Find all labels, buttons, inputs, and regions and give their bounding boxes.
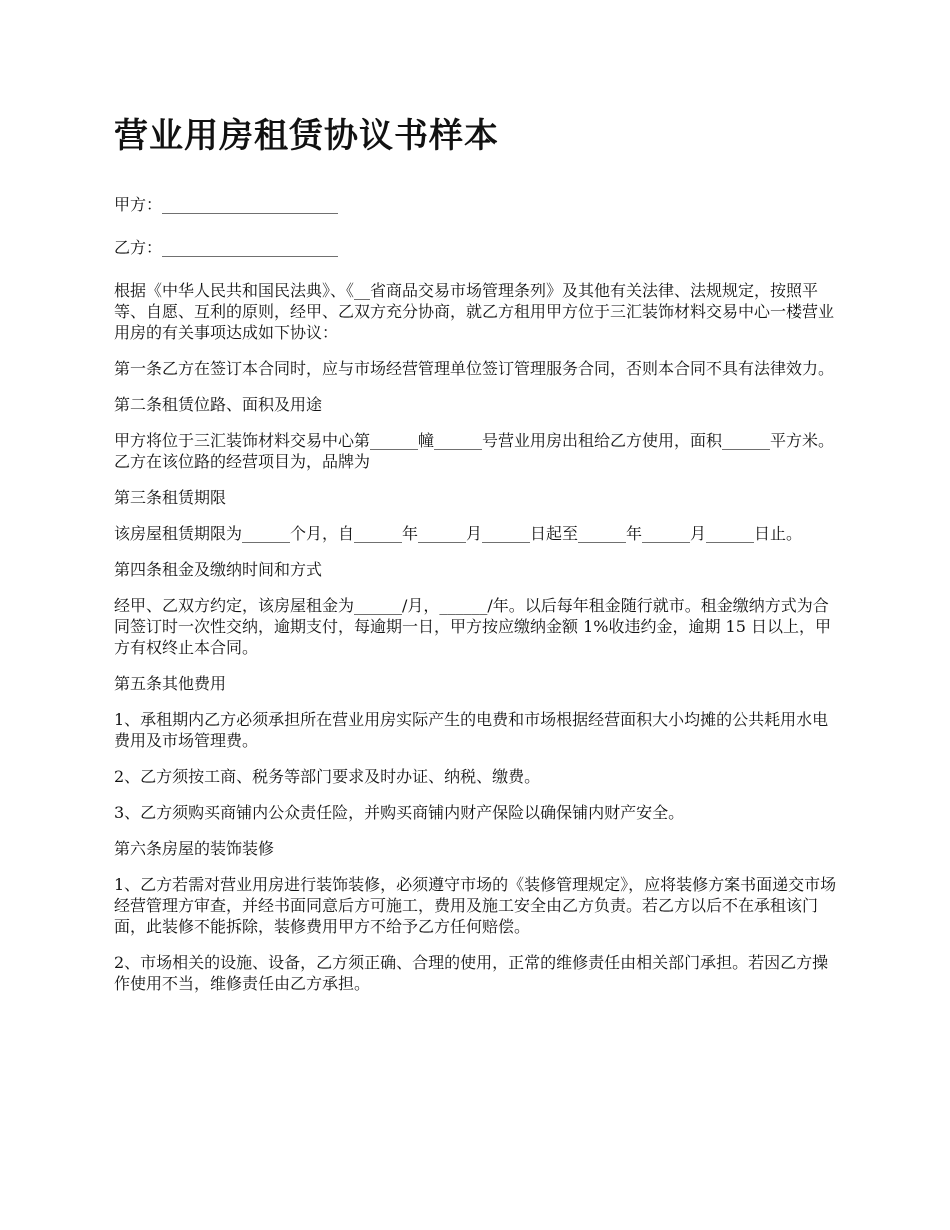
document-page [114,112,844,1009]
article-6-item-1: 1、乙方若需对营业用房进行装饰装修，必须遵守市场的《装修管理规定》，应将装修方案书面递交市场经营管理方审查，并经书面同意后方可施工，费用及施工安全由乙方负责。若乙方以后不在承租该门面，此装修不能拆除，装修费用甲方不给予乙方任何赔偿。 [114,875,837,936]
article-5-item-3: 3、乙方须购买商铺内公众责任险，并购买商铺内财产保险以确保铺内财产安全。 [114,803,685,822]
article-6-item-2: 2、市场相关的设施、设备，乙方须正确、合理的使用，正常的维修责任由相关部门承担。若因乙方操作使用不当，维修责任由乙方承担。 [114,953,829,993]
article-3-heading: 第三条租赁期限 [114,488,227,507]
document-title: 营业用房租赁协议书样本 [114,116,499,156]
article-1-paragraph: 第一条乙方在签订本合同时，应与市场经营管理单位签订管理服务合同，否则本合同不具有法律效力。 [114,359,835,378]
article-4-paragraph: 经甲、乙双方约定，该房屋租金为______/月，______/年。以后每年租金随行就市。租金缴纳方式为合同签订时一次性交纳，逾期支付，每逾期一日，甲方按应缴纳金额 1%收违约金，逾期 15 日以上，甲方有权终止本合同。 [114,596,832,657]
party-a-line: 甲方：______________________ [114,195,339,214]
article-5-item-1: 1、承租期内乙方必须承担所在营业用房实际产生的电费和市场根据经营面积大小均摊的公共耗用水电费用及市场管理费。 [114,710,829,750]
article-3-paragraph: 该房屋租赁期限为______个月，自______年______月______日起至______年______月______日止。 [114,524,803,543]
article-6-heading: 第六条房屋的装饰装修 [114,839,275,858]
article-4-heading: 第四条租金及缴纳时间和方式 [114,560,323,579]
article-5-heading: 第五条其他费用 [114,674,227,693]
article-2-heading: 第二条租赁位路、面积及用途 [114,395,323,414]
party-b-line: 乙方：______________________ [114,238,339,257]
article-5-item-2: 2、乙方须按工商、税务等部门要求及时办证、纳税、缴费。 [114,767,541,786]
preamble-paragraph: 根据《中华人民共和国民法典》、《__省商品交易市场管理条列》及其他有关法律、法规规定，按照平等、自愿、互利的原则，经甲、乙双方充分协商，就乙方租用甲方位于三汇装饰材料交易中心一楼营业用房的有关事项达成如下协议： [114,281,835,342]
article-2-paragraph: 甲方将位于三汇装饰材料交易中心第______幢______号营业用房出租给乙方使用，面积______平方米。乙方在该位路的经营项目为，品牌为 [114,431,835,471]
